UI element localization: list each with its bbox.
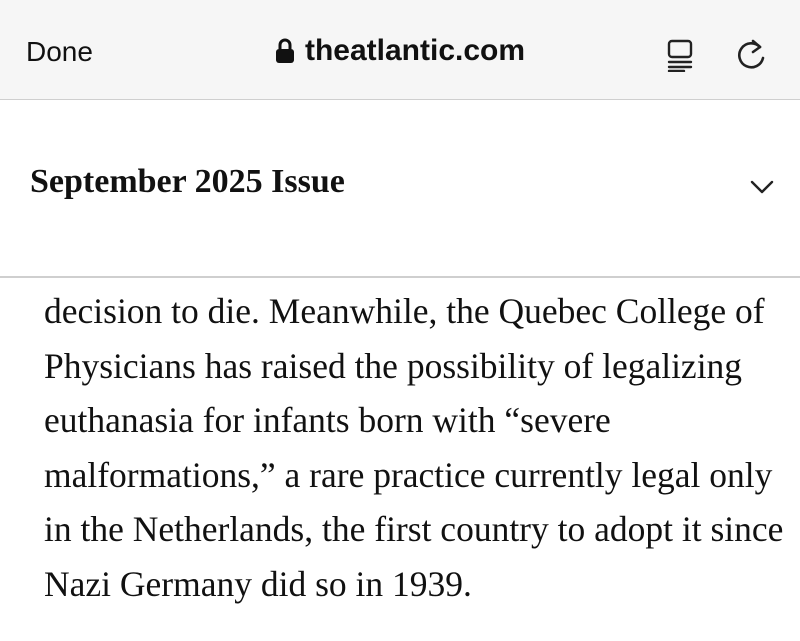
browser-toolbar <box>0 0 800 100</box>
issue-header[interactable] <box>0 101 800 278</box>
issue-title: September 2025 Issue <box>30 163 345 200</box>
chevron-down-icon[interactable] <box>748 177 776 197</box>
url-text: theatlantic.com <box>304 34 526 67</box>
reader-mode-icon[interactable] <box>664 38 698 72</box>
article-paragraph: decision to die. Meanwhile, the Quebec College of Physicians has raised the possibility of legalizing euthanasia for infants born with “severe malformations,” a rare practice currently legal only in the Netherlands, the first country to adopt it since Nazi Germany did so in 1939. <box>44 291 784 604</box>
article-body <box>44 284 784 611</box>
lock-icon <box>275 38 295 64</box>
reload-icon[interactable] <box>735 38 769 72</box>
url-display[interactable] <box>275 34 525 68</box>
done-button[interactable]: Done <box>26 36 93 67</box>
